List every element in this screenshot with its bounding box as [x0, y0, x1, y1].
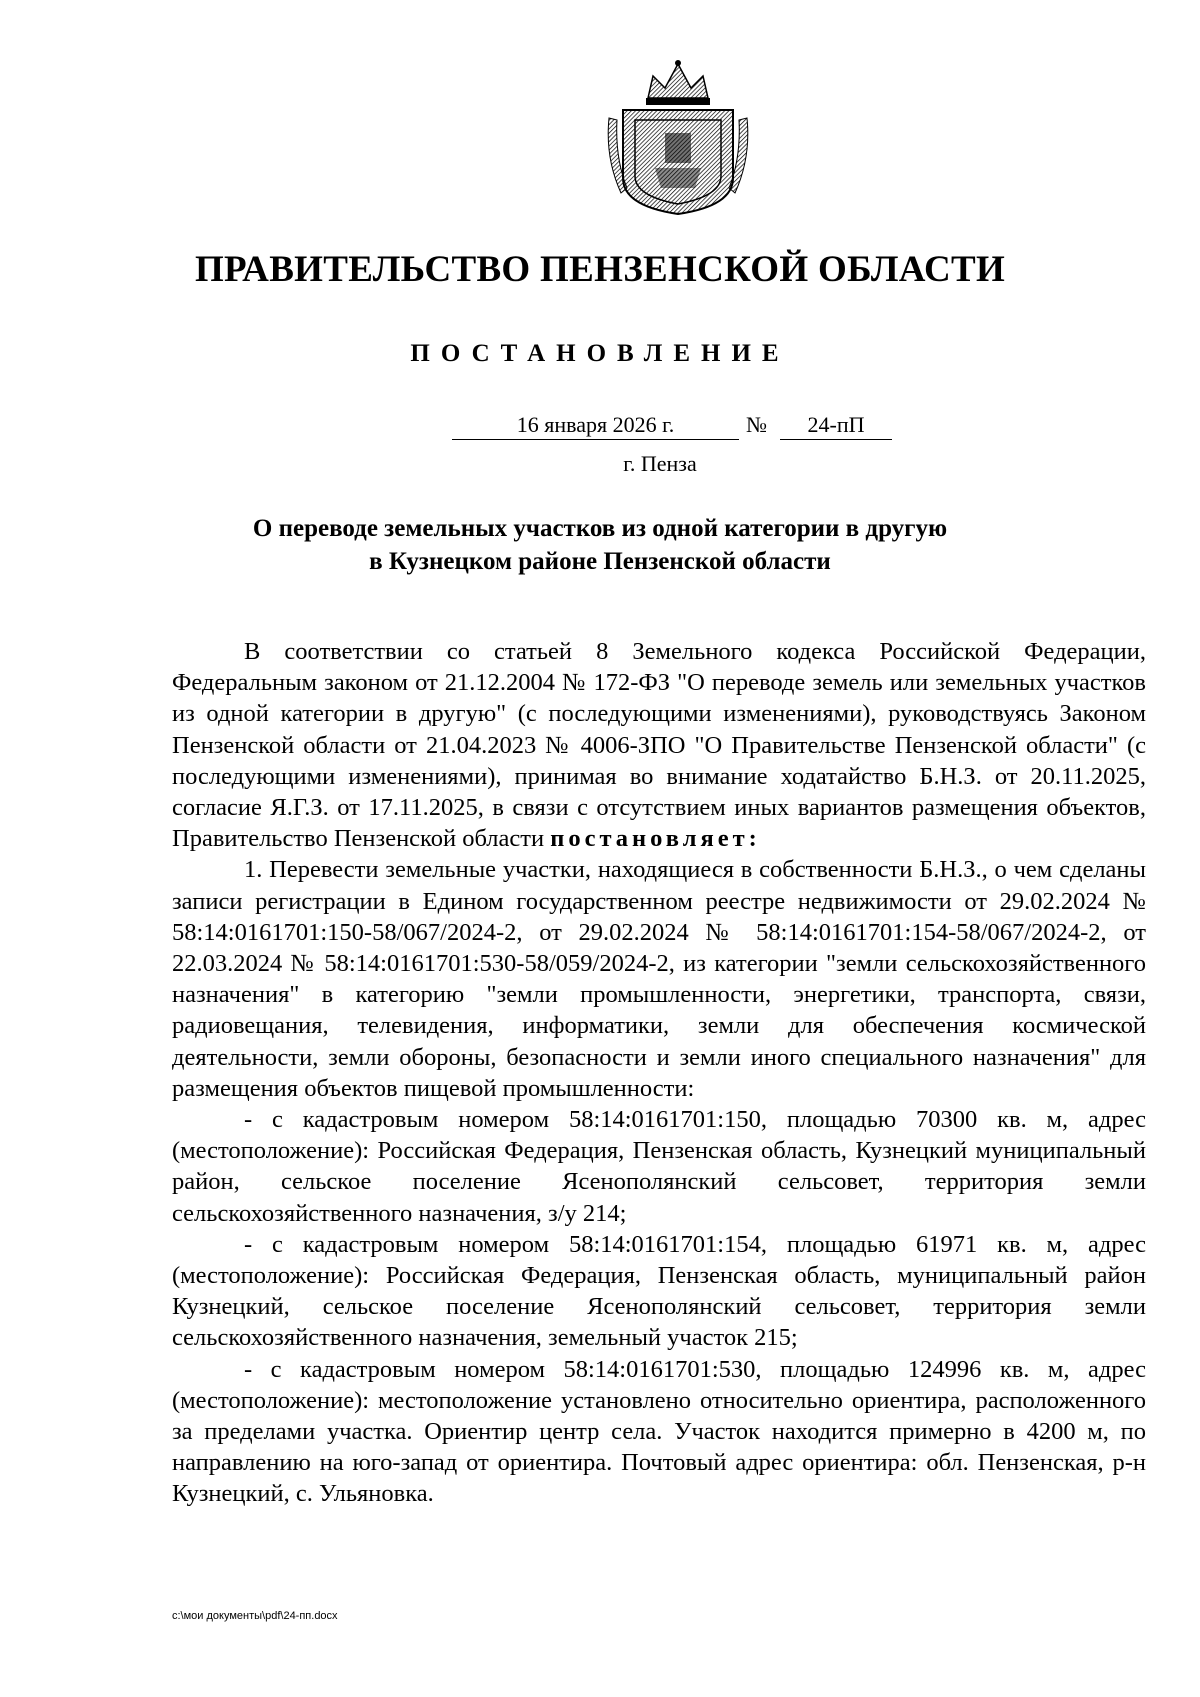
document-body [172, 636, 1146, 1510]
document-number: 24-пП [780, 411, 892, 440]
parcel-150-paragraph: - с кадастровым номером 58:14:0161701:150, площадью 70300 кв. м, адрес (местоположение): Российская Федерация, Пензенская область, Кузнецкий муниципальный район, сельское поселение Ясенополянский сельсовет, территория земли сельскохозяйственного назначения, з/у 214; [172, 1106, 1146, 1227]
file-path-footer: c:\мои документы\pdf\24-пп.docx [172, 1610, 338, 1622]
preamble-paragraph [172, 636, 1146, 854]
subject-line-1: О переводе земельных участков из одной категории в другую [252, 515, 948, 542]
number-sign: № [746, 412, 767, 437]
document-type: ПОСТАНОВЛЕНИЕ [410, 340, 790, 367]
parcel-530-paragraph: - с кадастровым номером 58:14:0161701:530, площадью 124996 кв. м, адрес (местоположение): местоположение установлено относительно ориентира, расположенного за пределами участка. Ориентир центр села. Участок находится примерно в 4200 м, по направлению на юго-запад от ориентира. Почтовый адрес ориентира: обл. Пензенская, р-н Кузнецкий, с. Ульяновка. [172, 1355, 1146, 1508]
resolves-word: постановляет: [550, 825, 761, 853]
subject-line-2: в Кузнецком районе Пензенской области [369, 548, 831, 575]
coat-of-arms-icon [603, 58, 753, 216]
item-1-paragraph: 1. Перевести земельные участки, находящиеся в собственности Б.Н.З., о чем сделаны записи регистрации в Едином государственном реестре недвижимости от 29.02.2024 № 58:14:0161701:150-58/067/2024-2, от 29.02.2024 № 58:14:0161701:154-58/067/2024-2, от 22.03.2024 № 58:14:0161701:530-58/059/2024-2, из категории "земли сельскохозяйственного назначения" в категорию "земли промышленности, энергетики, транспорта, связи, радиовещания, телевидения, информатики, земли для обеспечения космической деятельности, земли обороны, безопасности и земли иного специального назначения" для размещения объектов пищевой промышленности: [172, 856, 1146, 1102]
document-subject [0, 512, 1200, 578]
parcel-154-paragraph: - с кадастровым номером 58:14:0161701:154, площадью 61971 кв. м, адрес (местоположение): Российская Федерация, Пензенская область, муниципальный район Кузнецкий, сельское поселение Ясенополянский сельсовет, территория земли сельскохозяйственного назначения, земельный участок 215; [172, 1230, 1146, 1352]
document-date: 16 января 2026 г. [452, 411, 739, 440]
document-city: г. Пенза [623, 451, 697, 476]
government-title: ПРАВИТЕЛЬСТВО ПЕНЗЕНСКОЙ ОБЛАСТИ [194, 249, 1006, 290]
preamble-text: В соответствии со статьей 8 Земельного кодекса Российской Федерации, Федеральным законом от 21.12.2004 № 172-ФЗ "О переводе земель или земельных участков из одной категории в другую" (с последующими изменениями), руководствуясь Законом Пензенской области от 21.04.2023 № 4006-ЗПО "О Правительстве Пензенской области" (с последующими изменениями), принимая во внимание ходатайство Б.Н.З. от 20.11.2025, согласие Я.Г.З. от 17.11.2025, в связи с отсутствием иных вариантов размещения объектов, Правительство Пензенской области [172, 638, 1146, 853]
